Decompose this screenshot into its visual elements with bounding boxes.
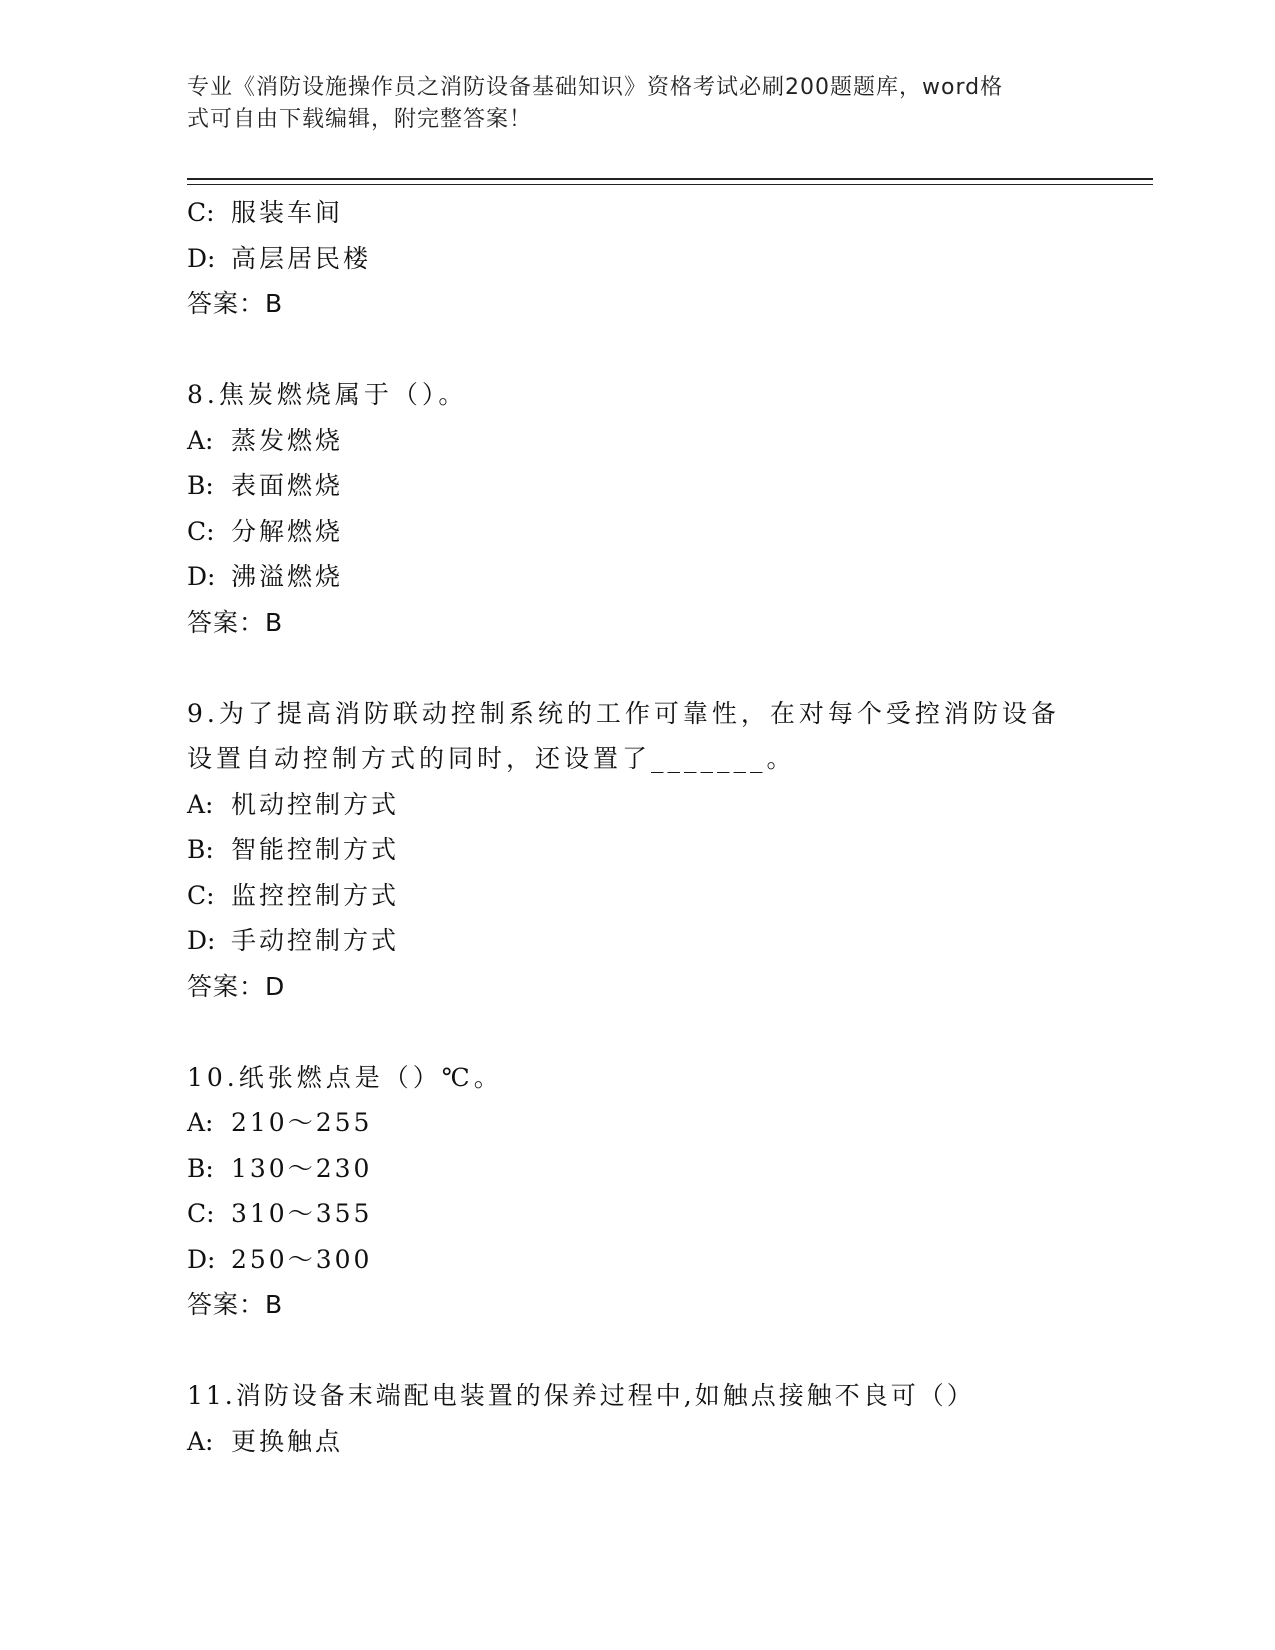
spacer xyxy=(187,1328,1147,1374)
question-11-block xyxy=(187,1373,1147,1464)
option-d xyxy=(187,236,1147,282)
header-divider-thick xyxy=(187,178,1153,180)
option-c xyxy=(187,190,1147,236)
option-text: 130～230 xyxy=(231,1153,373,1183)
header-line-1: 专业《消防设施操作员之消防设备基础知识》资格考试必刷200题题库，word格 xyxy=(187,75,1004,100)
question-9-block xyxy=(187,691,1147,1010)
option-d xyxy=(187,554,1147,600)
option-text: 监控控制方式 xyxy=(231,880,400,910)
header-divider-thin xyxy=(187,184,1153,185)
option-key: D: xyxy=(187,243,216,273)
option-a xyxy=(187,418,1147,464)
option-a xyxy=(187,1419,1147,1465)
option-key: B: xyxy=(187,1153,214,1183)
option-d xyxy=(187,1237,1147,1283)
option-b xyxy=(187,1146,1147,1192)
option-text: 高层居民楼 xyxy=(231,243,372,273)
option-text: 表面燃烧 xyxy=(231,471,344,500)
option-key: C: xyxy=(187,198,215,227)
option-c xyxy=(187,509,1147,555)
option-text: 手动控制方式 xyxy=(231,926,400,955)
option-key: A: xyxy=(187,1426,214,1456)
question-list xyxy=(187,190,1147,1464)
option-text: 智能控制方式 xyxy=(231,835,400,864)
option-key: A: xyxy=(187,425,214,455)
answer-line: 答案：B xyxy=(187,607,284,637)
question-8-block xyxy=(187,372,1147,645)
document-header xyxy=(187,72,1067,136)
question-text: 10.纸张燃点是（）℃。 xyxy=(187,1062,503,1092)
question-10-block xyxy=(187,1055,1147,1328)
option-key: C: xyxy=(187,1199,215,1228)
option-c xyxy=(187,1191,1147,1237)
option-key: D: xyxy=(187,926,216,955)
option-key: D: xyxy=(187,1244,216,1274)
option-b xyxy=(187,463,1147,509)
answer-line: 答案：B xyxy=(187,1290,284,1319)
option-c xyxy=(187,873,1147,919)
option-text: 310～355 xyxy=(231,1199,373,1228)
option-key: C: xyxy=(187,516,215,546)
option-key: D: xyxy=(187,562,216,591)
prev-question-block xyxy=(187,190,1147,327)
answer-line: 答案：D xyxy=(187,971,286,1001)
option-key: B: xyxy=(187,471,214,500)
option-key: C: xyxy=(187,880,215,910)
option-text: 机动控制方式 xyxy=(231,789,400,819)
option-text: 蒸发燃烧 xyxy=(231,425,344,455)
spacer xyxy=(187,645,1147,691)
option-text: 分解燃烧 xyxy=(231,516,344,546)
option-key: A: xyxy=(187,1108,214,1137)
answer-line: 答案：B xyxy=(187,289,284,318)
header-line-2: 式可自由下载编辑，附完整答案！ xyxy=(187,107,533,132)
option-b xyxy=(187,827,1147,873)
option-a xyxy=(187,1100,1147,1146)
question-text: 9.为了提高消防联动控制系统的工作可靠性，在对每个受控消防设备 xyxy=(187,698,1060,728)
option-a xyxy=(187,782,1147,828)
option-text: 250～300 xyxy=(231,1244,373,1274)
question-text: 11.消防设备末端配电装置的保养过程中,如触点接触不良可（） xyxy=(187,1381,975,1410)
option-text: 更换触点 xyxy=(231,1426,344,1456)
option-text: 210～255 xyxy=(231,1108,373,1137)
spacer xyxy=(187,1009,1147,1055)
option-key: A: xyxy=(187,789,214,819)
spacer xyxy=(187,327,1147,373)
question-text-cont: 设置自动控制方式的同时，还设置了_______。 xyxy=(187,744,796,773)
option-d xyxy=(187,918,1147,964)
option-text: 服装车间 xyxy=(231,198,344,227)
question-text: 8.焦炭燃烧属于（）。 xyxy=(187,380,468,409)
option-text: 沸溢燃烧 xyxy=(231,562,344,591)
option-key: B: xyxy=(187,835,214,864)
